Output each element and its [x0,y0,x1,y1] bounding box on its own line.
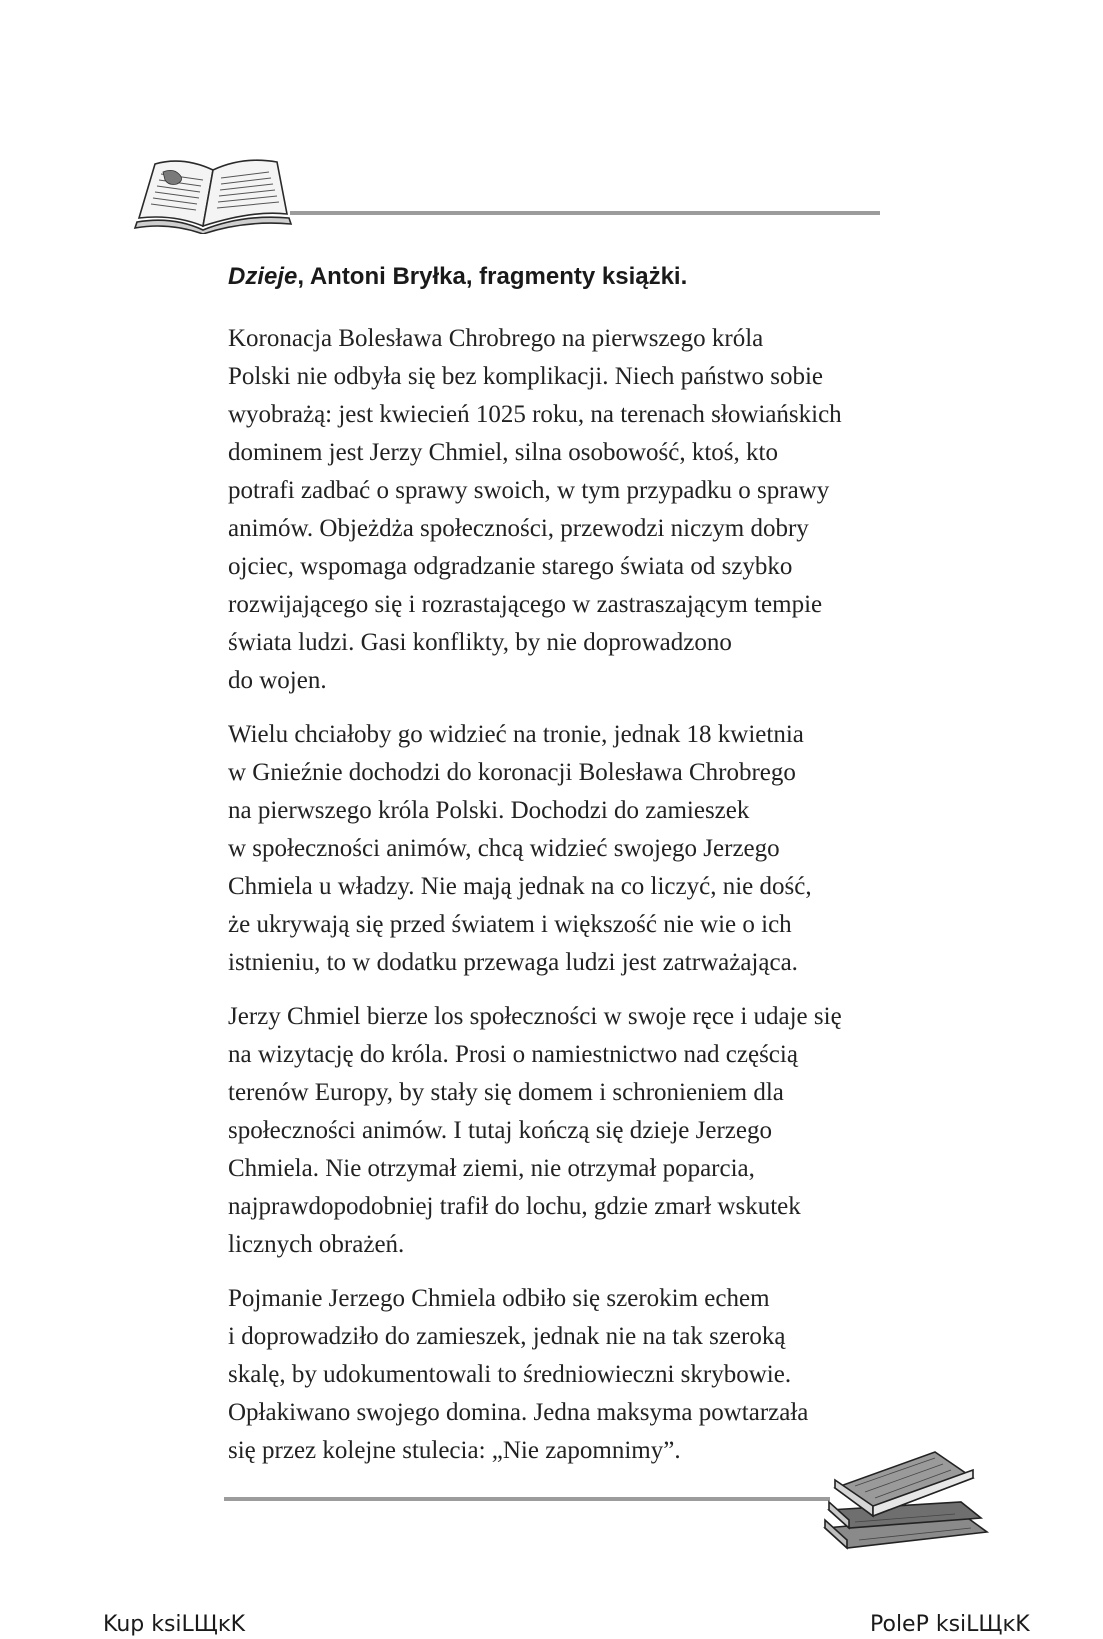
body-text [228,320,888,1486]
citation-rest: , Antoni Bryłka, fragmenty książki. [297,263,688,290]
open-book-icon [133,152,293,234]
paragraph: Jerzy Chmiel bierze los społeczności w swoje ręce i udaje się na wizytację do króla. Prosi o namiestnictwo nad częścią terenów Europy, by stały się domem i schronieniem dla społeczności animów. I tutaj kończą się dzieje Jerzego Chmiela. Nie otrzymał ziemi, nie otrzymał poparcia, najprawdopodobniej trafił do lochu, gdzie zmarł wskutek licznych obrażeń. [228,1003,842,1258]
paragraph: Wielu chciałoby go widzieć na tronie, jednak 18 kwietnia w Gnieźnie dochodzi do koronacji Bolesława Chrobrego na pierwszego króla Polski. Dochodzi do zamieszek w społeczności animów, chcą widzieć swojego Jerzego Chmiela u władzy. Nie mają jednak na co liczyć, nie dość, że ukrywają się przed światem i większość nie wie o ich istnieniu, to w dodatku przewaga ludzi jest zatrważająca. [228,721,812,976]
paragraph: Pojmanie Jerzego Chmiela odbiło się szerokim echem i doprowadziło do zamieszek, jednak nie na tak szeroką skalę, by udokumentowali to średniowieczni skrybowie. Opłakiwano swojego domina. Jedna maksyma powtarzała się przez kolejne stulecia: „Nie zapomnimy”. [228,1285,809,1464]
bottom-divider [224,1497,830,1501]
stacked-books-icon [815,1432,995,1552]
footer-left-link[interactable]: Kup ksiLЩĸK [103,1612,246,1637]
paragraph: Koronacja Bolesława Chrobrego na pierwszego króla Polski nie odbyła się bez komplikacji. Niech państwo sobie wyobrażą: jest kwiecień 1025 roku, na terenach słowiańskich dominem jest Jerzy Chmiel, silna osobowość, ktoś, kto potrafi zadbać o sprawy swoich, w tym przypadku o sprawy animów. Objeżdża społeczności, przewodzi niczym dobry ojciec, wspomaga odgradzanie starego świata od szybko rozwijającego się i rozrastającego w zastraszającym tempie świata ludzi. Gasi konflikty, by nie doprowadzono do wojen. [228,325,842,694]
footer-right-link[interactable]: PoleP ksiLЩĸK [870,1612,1030,1637]
top-divider [290,211,880,215]
source-citation [228,262,888,292]
book-title: Dzieje [228,263,298,290]
